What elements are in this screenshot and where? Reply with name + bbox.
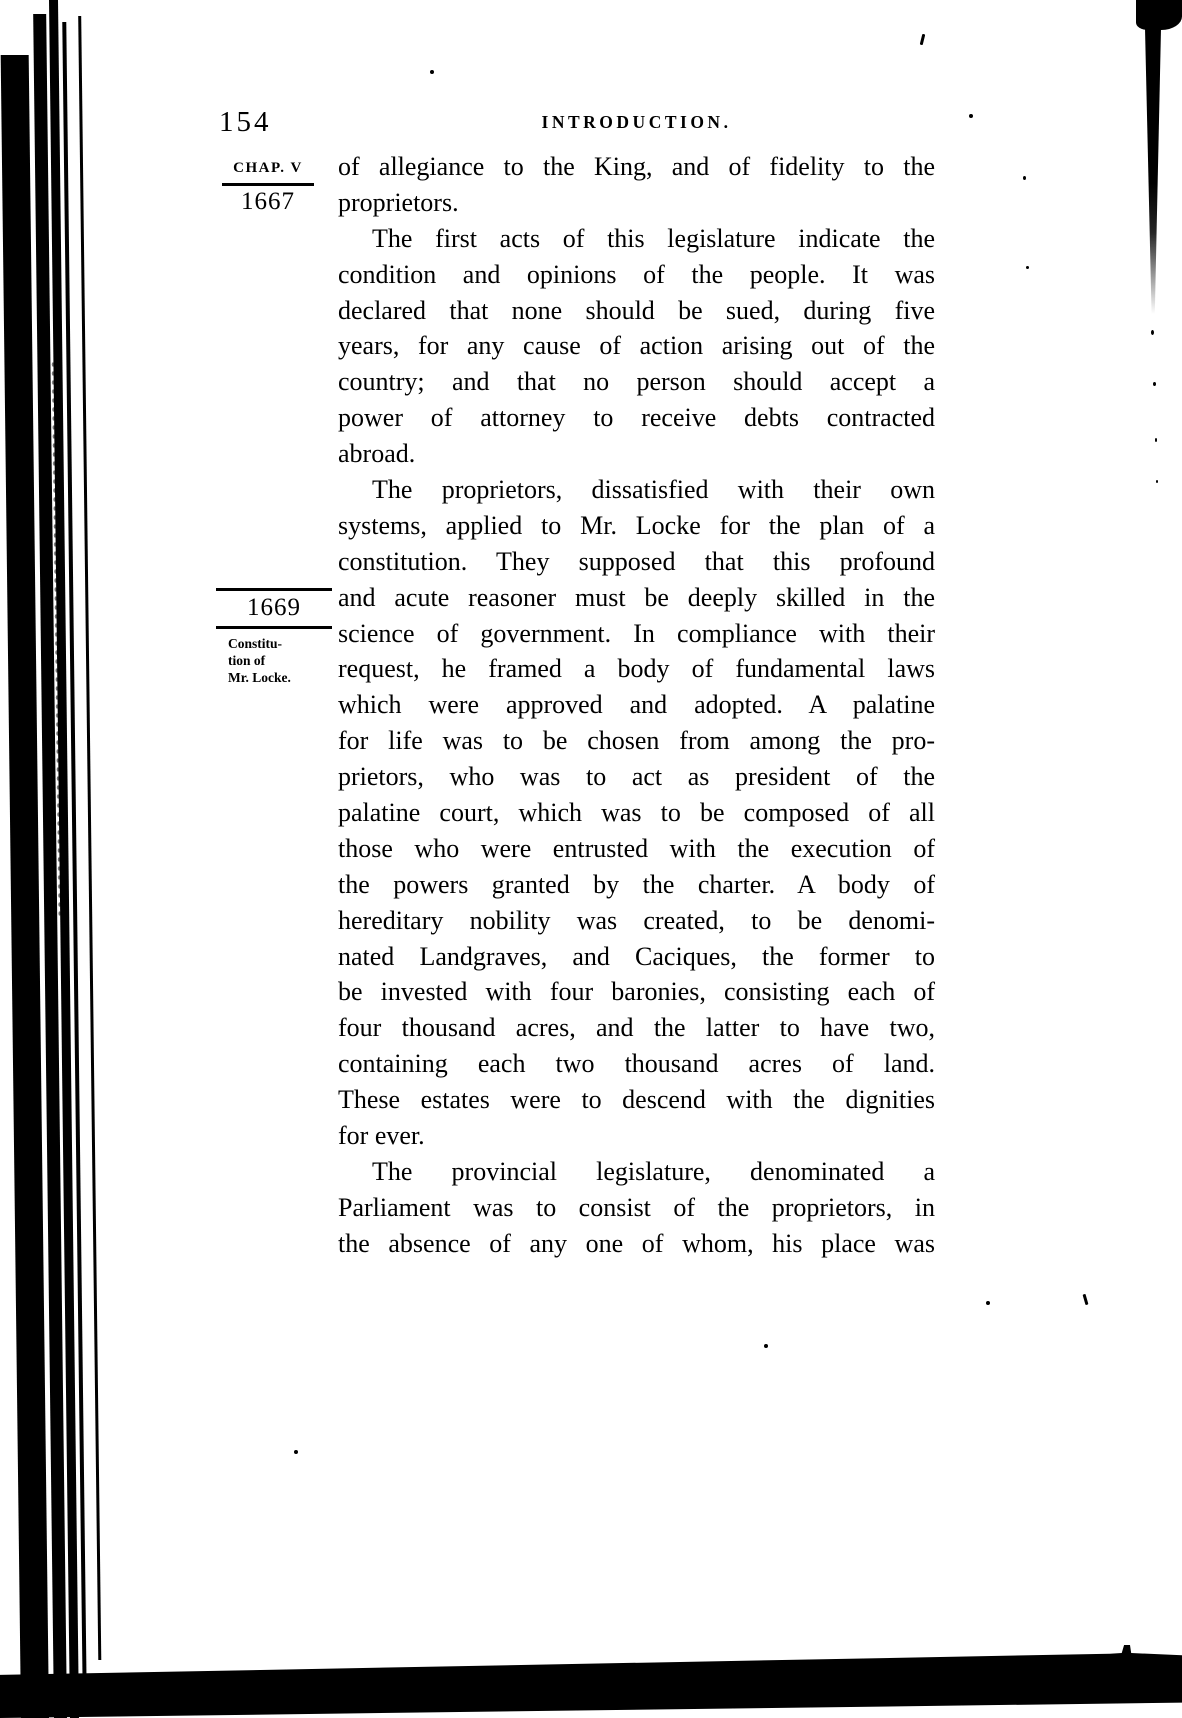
text-line: prietors, who was to act as president of the xyxy=(338,762,935,792)
margin-rule xyxy=(222,183,314,186)
scan-speck xyxy=(1156,480,1158,483)
text-line: constitution. They supposed that this profound xyxy=(338,546,935,576)
running-header: INTRODUCTION. xyxy=(541,112,732,132)
text-line: The provincial legislature, denominated a xyxy=(372,1156,935,1186)
page-edge-streak xyxy=(1144,24,1162,314)
text-line: proprietors. xyxy=(338,187,459,217)
text-line: request, he framed a body of fundamental laws xyxy=(338,654,935,684)
side-note-locke xyxy=(216,635,332,686)
side-note-line: Mr. Locke. xyxy=(228,670,291,685)
scan-speck xyxy=(1026,266,1029,269)
text-line: power of attorney to receive debts contracted xyxy=(338,403,935,433)
chapter-margin-block xyxy=(222,160,314,216)
text-line: These estates were to descend with the dignities xyxy=(338,1085,935,1115)
text-line: years, for any cause of action arising out of the xyxy=(338,331,935,361)
text-line: of allegiance to the King, and of fidelity to the xyxy=(338,152,935,181)
text-line: declared that none should be sued, during five xyxy=(338,295,935,325)
scan-speck xyxy=(969,114,973,118)
text-line: four thousand acres, and the latter to have two, xyxy=(338,1013,935,1043)
scan-speck xyxy=(1083,1294,1089,1305)
text-line: palatine court, which was to be composed of all xyxy=(338,798,935,828)
text-line: country; and that no person should accept a xyxy=(338,367,935,397)
text-line: The first acts of this legislature indicate the xyxy=(372,223,935,253)
text-line: and acute reasoner must be deeply skilled in the xyxy=(338,582,935,612)
bottom-scan-bar xyxy=(0,1645,1182,1718)
page-number: 154 xyxy=(219,106,272,138)
text-line: for ever. xyxy=(338,1121,425,1151)
chapter-heading: CHAP. V xyxy=(233,160,303,176)
gutter-shadow xyxy=(0,0,141,1718)
text-line: science of government. In compliance with their xyxy=(338,618,935,648)
date-note-1669: 1669 xyxy=(247,594,301,621)
text-line: hereditary nobility was created, to be denomi- xyxy=(338,905,935,935)
date-note-1667: 1667 xyxy=(241,188,295,215)
scan-speck xyxy=(430,70,434,74)
margin-rule xyxy=(216,626,332,629)
text-line: The proprietors, dissatisfied with their own xyxy=(372,475,935,505)
scan-speck xyxy=(764,1344,768,1348)
text-line: which were approved and adopted. A palatine xyxy=(338,690,935,720)
text-line: containing each two thousand acres of land. xyxy=(338,1049,935,1079)
scan-speck xyxy=(986,1301,990,1305)
text-line: those who were entrusted with the execution of xyxy=(338,833,935,863)
scan-speck xyxy=(1153,382,1156,386)
scan-speck xyxy=(294,1450,298,1454)
text-line: be invested with four baronies, consisting each of xyxy=(338,977,935,1007)
scan-speck xyxy=(1155,438,1157,442)
text-line: condition and opinions of the people. It was xyxy=(338,259,935,289)
side-note-line: Constitu- xyxy=(228,636,283,651)
text-line: the absence of any one of whom, his place was xyxy=(338,1228,935,1258)
text-line: abroad. xyxy=(338,439,416,469)
text-line: the powers granted by the charter. A body of xyxy=(338,869,935,899)
text-line: nated Landgraves, and Caciques, the former to xyxy=(338,941,935,971)
side-note-line: tion of xyxy=(228,653,266,668)
scan-speck xyxy=(1151,330,1154,335)
scan-speck xyxy=(920,34,926,45)
text-line: for life was to be chosen from among the pro- xyxy=(338,726,935,756)
body-text xyxy=(338,152,935,1265)
sidenote-margin-block xyxy=(216,588,332,686)
text-line: systems, applied to Mr. Locke for the plan of a xyxy=(338,510,935,540)
text-line: Parliament was to consist of the proprietors, in xyxy=(338,1192,935,1222)
scan-speck xyxy=(1023,176,1026,180)
